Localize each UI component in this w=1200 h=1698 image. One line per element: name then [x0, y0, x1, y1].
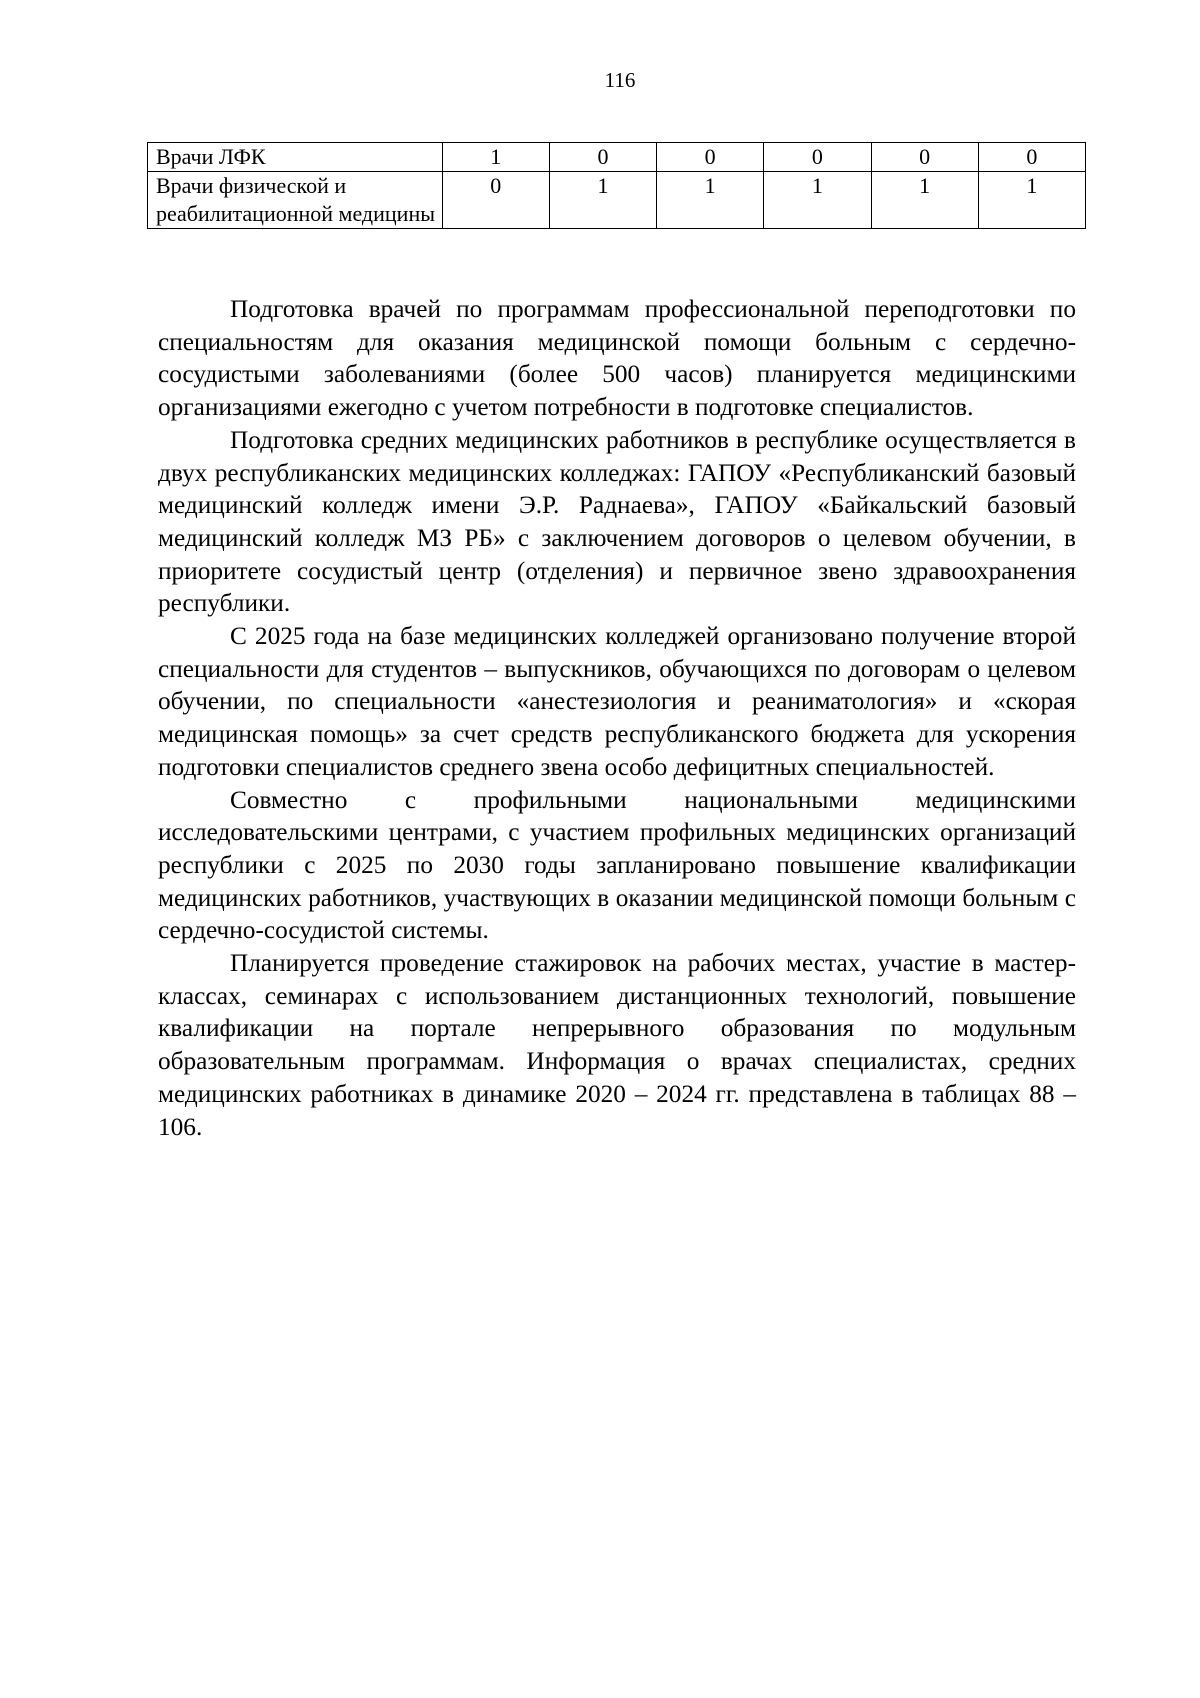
table-cell: 0	[442, 172, 549, 229]
row-label: Врачи ЛФК	[148, 143, 443, 172]
table-cell: 0	[871, 143, 978, 172]
table-cell: 1	[978, 172, 1085, 229]
table-cell: 1	[871, 172, 978, 229]
paragraph: Совместно с профильными национальными медицинскими исследовательскими центрами, с участием профильных медицинских организаций республики с 2025 по 2030 годы запланировано повышение квалификации медицинских работников, участвующих в оказании медицинской помощи больным с сердечно-сосудистой системы.	[158, 785, 1076, 945]
table-cell: 0	[657, 143, 764, 172]
paragraph: Подготовка врачей по программам профессиональной переподготовки по специальностям для оказания медицинской помощи больным с сердечно-сосудистыми заболеваниями (более 500 часов) планируется медицинскими организациями ежегодно с учетом потребности в подготовке специалистов.	[158, 295, 1076, 422]
specialists-table	[147, 142, 1086, 229]
table-cell: 0	[764, 143, 871, 172]
table-cell: 0	[978, 143, 1085, 172]
document-body	[158, 293, 1076, 1143]
table-row	[148, 172, 1086, 229]
paragraph: Подготовка средних медицинских работников в республике осуществляется в двух республиканских медицинских колледжах: ГАПОУ «Республиканский базовый медицинский колледж имени Э.Р. Раднаева», ГАПОУ «Байкальский базовый медицинский колледж МЗ РБ» с заключением договоров о целевом обучении, в приоритете сосудистый центр (отделения) и первичное звено здравоохранения республики.	[158, 425, 1076, 618]
table-cell: 0	[549, 143, 656, 172]
table-cell: 1	[764, 172, 871, 229]
page-number: 116	[604, 68, 636, 92]
table-row	[148, 143, 1086, 172]
table-cell: 1	[442, 143, 549, 172]
paragraph: Планируется проведение стажировок на рабочих местах, участие в мастер-классах, семинарах с использованием дистанционных технологий, повышение квалификации на портале непрерывного образования по модульным образовательным программам. Информация о врачах специалистах, средних медицинских работниках в динамике 2020 – 2024 гг. представлена в таблицах 88 – 106.	[158, 949, 1076, 1141]
row-label: Врачи физической и реабилитационной медицины	[148, 172, 443, 229]
paragraph: С 2025 года на базе медицинских колледжей организовано получение второй специальности для студентов – выпускников, обучающихся по договорам о целевом обучении, по специальности «анестезиология и реаниматология» и «скорая медицинская помощь» за счет средств республиканского бюджета для ускорения подготовки специалистов среднего звена особо дефицитных специальностей.	[158, 622, 1076, 781]
table-cell: 1	[549, 172, 656, 229]
table-cell: 1	[657, 172, 764, 229]
